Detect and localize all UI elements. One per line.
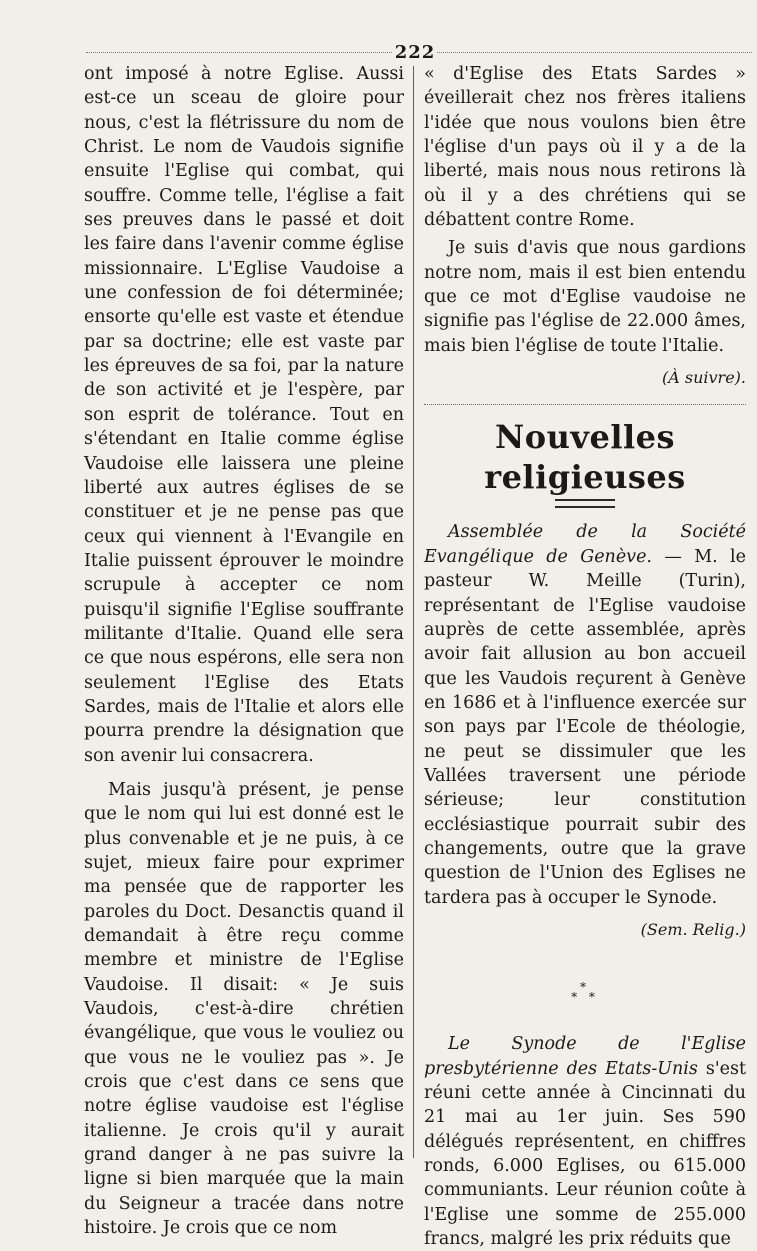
to-be-continued: (À suivre). [662, 368, 746, 388]
news-item-1 [424, 520, 746, 910]
news-item-1-title: Assemblée de la Société Evangélique de Genève. [424, 522, 746, 567]
news-item-1-body: — M. le pasteur W. Meille (Turin), représentant de l'Eglise vaudoise auprès de cette assemblée, après avoir fait allusion au bon accueil que les Vaudois reçurent à Genève en 1686 et à l'influence exercée sur son pays par l'Ecole de théologie, ne peut se dissimuler que les Vallées traversent une période sérieuse; leur constitution ecclésiastique pourrait subir des changements, outre que la grave question de l'Union des Eglises ne tardera pas à occuper le Synode. [424, 546, 747, 908]
asterism-mark: * * [571, 990, 599, 1005]
section-rule [424, 404, 746, 405]
column-divider [413, 66, 414, 1158]
left-paragraph-2: Mais jusqu'à présent, je pense que le nom qui lui est donné est le plus convenable et je ne puis, à ce sujet, mieux faire pour exprimer ma pensée que de rapporter les paroles du Doct. Desanctis quand il demandait à être reçu comme membre et ministre de l'Eglise Vaudoise. Il disait: « Je suis Vaudois, c'est-à-dire chrétien évangélique, que vous le vouliez ou que vous ne le vouliez pas ». Je crois que c'est dans ce sens que notre église vaudoise est l'église italienne. Je crois qu'il y aurait grand danger à ne pas suivre la ligne si bien marquée que la main du Seigneur a tracée dans notre histoire. Je crois que ce nom [84, 779, 404, 1239]
page-number: 222 [394, 42, 436, 63]
news-item-2-title: Le Synode de l'Eglise presbytérienne des Etats-Unis [424, 1034, 746, 1079]
right-paragraph-2: Je suis d'avis que nous gardions notre nom, mais il est bien entendu que ce mot d'Eglise vaudoise ne signifie pas l'église de 22.000 âmes, mais bien l'église de toute l'Italie. [424, 238, 746, 356]
asterism [424, 980, 746, 1005]
news-item-2-body: s'est réuni cette année à Cincinnati du 21 mai au 1er juin. Ses 590 délégués représentent, en chiffres ronds, 6.000 Eglises, ou 615.000 communiants. Leur réunion coûte à l'Eglise une somme de 255.000 francs, malgré les prix réduits que [424, 1058, 746, 1250]
title-ornament [555, 499, 615, 508]
section-title: Nouvelles religieuses [484, 418, 686, 497]
left-column [84, 62, 404, 1241]
news-item-2 [424, 1032, 746, 1251]
news-item-1-source: (Sem. Relig.) [640, 919, 746, 939]
asterism-mark: * [580, 980, 590, 995]
right-paragraph-1: « d'Eglise des Etats Sardes » éveillerait chez nos frères italiens l'idée que nous voulons bien être l'église d'un pays où il y a de la liberté, mais nous nous retirons là où il y a des chrétiens qui se débattent contre Rome. [424, 64, 746, 231]
left-paragraph-1: ont imposé à notre Eglise. Aussi est-ce un sceau de gloire pour nous, c'est la flétrissure du nom de Christ. Le nom de Vaudois signifie ensuite l'Eglise qui combat, qui souffre. Comme telle, l'église a fait ses preuves dans le passé et doit les faire dans l'avenir comme église missionnaire. L'Eglise Vaudoise a une confession de foi déterminée; ensorte qu'elle est vaste et étendue par sa doctrine; elle est vaste par les épreuves de sa foi, par la nature de son activité et je l'espère, par son esprit de tolérance. Tout en s'étendant en Italie comme église Vaudoise elle laissera une pleine liberté aux autres églises de se constituer et je ne pense pas que ceux qui viennent à l'Evangile en Italie puissent éprouver le moindre scrupule à accepter ce nom puisqu'il signifie l'Eglise souffrante militante d'Italie. Quand elle sera ce que nous espérons, elle sera non seulement l'Eglise des Etats Sardes, mais de l'Italie et alors elle pourra prendre la désignation que son avenir lui consacrera. [84, 64, 404, 766]
right-column [424, 62, 746, 1251]
